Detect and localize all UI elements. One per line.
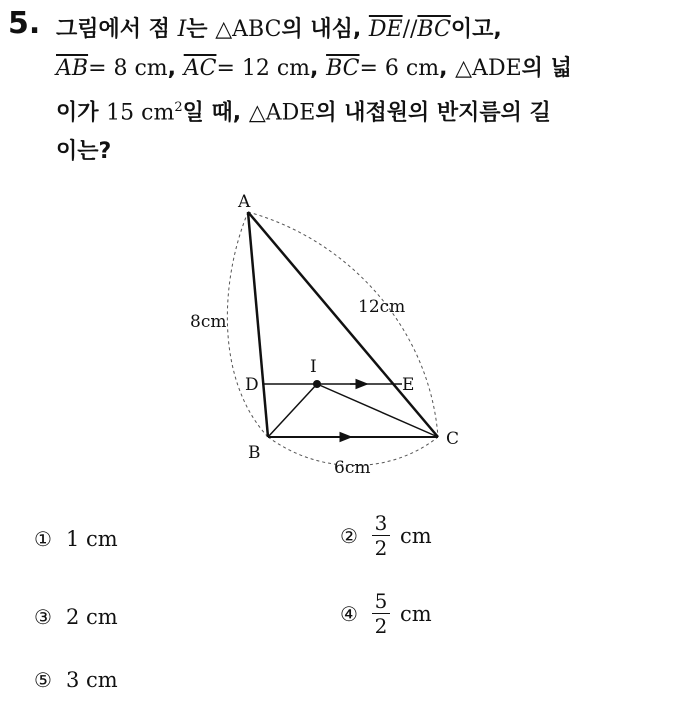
point-i: I xyxy=(177,17,187,42)
label-i: I xyxy=(310,357,317,377)
separator: , xyxy=(310,56,327,81)
choice-unit: cm xyxy=(399,601,432,626)
stem-text: 이고, xyxy=(450,17,502,42)
triangle-ade: △ADE xyxy=(455,56,522,81)
label-bc-length: 6cm xyxy=(334,458,371,478)
bc-length: = 6 cm xyxy=(359,56,440,81)
fraction-numerator: 3 xyxy=(374,511,388,535)
question-number: 5. xyxy=(8,6,41,41)
choice-5[interactable] xyxy=(34,668,118,692)
arc-ab xyxy=(227,212,268,437)
question-stem xyxy=(56,10,656,171)
fraction xyxy=(372,512,390,559)
stem-text: 이는? xyxy=(56,139,112,165)
ac-length: = 12 cm xyxy=(216,56,311,81)
segment-bc: $\overline{BC}$ xyxy=(326,56,360,81)
choice-mark: ① xyxy=(34,527,52,551)
side-ac xyxy=(248,212,438,437)
triangle-ade: △ADE xyxy=(248,100,316,126)
choice-mark: ③ xyxy=(34,605,52,629)
parallel-symbol: // xyxy=(402,17,418,42)
stem-text: 그림에서 점 xyxy=(56,17,178,42)
choice-2[interactable] xyxy=(340,512,432,559)
ab-length: = 8 cm xyxy=(88,56,168,81)
separator: , xyxy=(167,56,184,81)
segment-de: $\overline{DE}$ xyxy=(368,17,403,42)
stem-text: 는 xyxy=(186,17,216,42)
label-a: A xyxy=(238,192,251,212)
segment-ab: $\overline{AB}$ xyxy=(56,56,89,81)
choice-unit: cm xyxy=(399,523,432,548)
bisector-ci xyxy=(317,384,438,437)
stem-text: 의 넓 xyxy=(521,56,572,81)
separator: , xyxy=(439,56,456,81)
label-c: C xyxy=(446,429,460,449)
fraction-denominator: 2 xyxy=(374,536,388,560)
choice-text: 2 cm xyxy=(65,605,118,629)
stem-line-1 xyxy=(56,10,656,49)
fraction-numerator: 5 xyxy=(374,589,388,613)
stem-text: 이가 xyxy=(56,100,107,126)
choice-text: 1 cm xyxy=(65,527,118,551)
choice-mark: ② xyxy=(340,523,358,548)
label-ab-length: 8cm xyxy=(190,312,227,332)
area-exponent: 2 xyxy=(174,100,183,115)
incenter-point xyxy=(313,380,321,388)
label-ac-length: 12cm xyxy=(358,297,406,317)
choice-text: 3 cm xyxy=(65,668,118,692)
stem-line-3 xyxy=(56,88,656,132)
choice-mark: ④ xyxy=(340,601,358,626)
choice-3[interactable] xyxy=(34,605,118,629)
bisector-bi xyxy=(268,384,317,437)
triangle-figure xyxy=(180,190,480,490)
stem-text: 의 내접원의 반지름의 길 xyxy=(315,100,551,126)
side-ab xyxy=(248,212,268,437)
triangle-abc: △ABC xyxy=(215,17,282,42)
label-e: E xyxy=(402,375,415,395)
choice-mark: ⑤ xyxy=(34,668,52,692)
choice-1[interactable] xyxy=(34,527,118,551)
label-b: B xyxy=(248,443,261,463)
choice-4[interactable] xyxy=(340,590,432,637)
stem-text: 의 내심, xyxy=(281,17,369,42)
stem-line-4 xyxy=(56,132,656,171)
stem-line-2 xyxy=(56,49,656,88)
segment-bc: $\overline{BC}$ xyxy=(417,17,451,42)
area-value: 15 cm xyxy=(106,100,175,126)
fraction xyxy=(372,590,390,637)
segment-ac: $\overline{AC}$ xyxy=(183,56,217,81)
stem-text: 일 때, xyxy=(182,100,249,126)
fraction-denominator: 2 xyxy=(374,614,388,638)
label-d: D xyxy=(245,375,259,395)
